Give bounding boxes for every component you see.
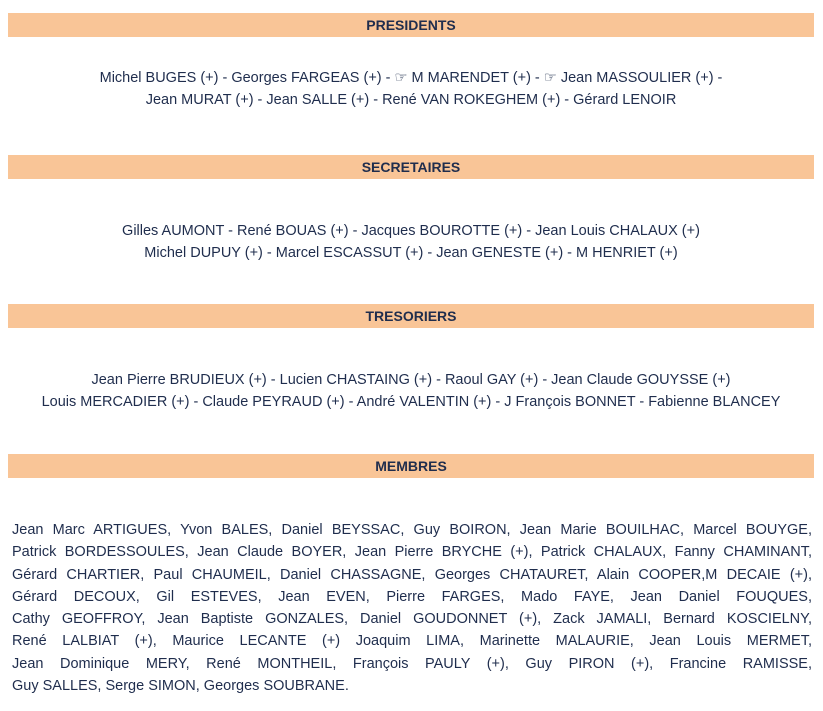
membres-line: Patrick BORDESSOULES, Jean Claude BOYER, Jean Pierre BRYCHE (+), Patrick CHALAUX, Fanny CHAMINANT, [12, 544, 812, 561]
secretaires-header: SECRETAIRES [8, 155, 814, 179]
membres-line: Guy SALLES, Serge SIMON, Georges SOUBRANE. [12, 678, 349, 695]
tresoriers-line: Jean Pierre BRUDIEUX (+) - Lucien CHASTAING (+) - Raoul GAY (+) - Jean Claude GOUYSSE (+) [91, 372, 731, 388]
tresoriers-list [8, 369, 814, 413]
membres-line: Cathy GEOFFROY, Jean Baptiste GONZALES, Daniel GOUDONNET (+), Zack JAMALI, Bernard KOSCIELNY, [12, 611, 812, 628]
tresoriers-header: TRESORIERS [8, 304, 814, 328]
presidents-header: PRESIDENTS [8, 13, 814, 37]
membres-line: Gérard CHARTIER, Paul CHAUMEIL, Daniel CHASSAGNE, Georges CHATAURET, Alain COOPER,M DECAIE (+), [12, 566, 812, 583]
membres-line: Jean Marc ARTIGUES, Yvon BALES, Daniel BEYSSAC, Guy BOIRON, Jean Marie BOUILHAC, Marcel BOUYGE, [12, 522, 812, 538]
tresoriers-line: Louis MERCADIER (+) - Claude PEYRAUD (+) - André VALENTIN (+) - J François BONNET - Fabienne BLANCEY [41, 394, 781, 410]
presidents-line: Jean MURAT (+) - Jean SALLE (+) - René VAN ROKEGHEM (+) - Gérard LENOIR [145, 92, 677, 108]
secretaires-line: Gilles AUMONT - René BOUAS (+) - Jacques BOUROTTE (+) - Jean Louis CHALAUX (+) [122, 223, 700, 239]
presidents-list [8, 67, 814, 111]
membres-line: René LALBIAT (+), Maurice LECANTE (+) Joaquim LIMA, Marinette MALAURIE, Jean Louis MERMET, [12, 633, 812, 650]
membres-line: Gérard DECOUX, Gil ESTEVES, Jean EVEN, Pierre FARGES, Mado FAYE, Jean Daniel FOUQUES, [12, 588, 812, 605]
membres-line: Jean Dominique MERY, René MONTHEIL, François PAULY (+), Guy PIRON (+), Francine RAMISSE, [12, 655, 812, 672]
secretaires-list [8, 220, 814, 264]
membres-header: MEMBRES [8, 454, 814, 478]
secretaires-line: Michel DUPUY (+) - Marcel ESCASSUT (+) - Jean GENESTE (+) - M HENRIET (+) [144, 245, 678, 261]
membres-list [12, 519, 812, 697]
presidents-line: Michel BUGES (+) - Georges FARGEAS (+) - ☞ M MARENDET (+) - ☞ Jean MASSOULIER (+) - [99, 70, 723, 86]
